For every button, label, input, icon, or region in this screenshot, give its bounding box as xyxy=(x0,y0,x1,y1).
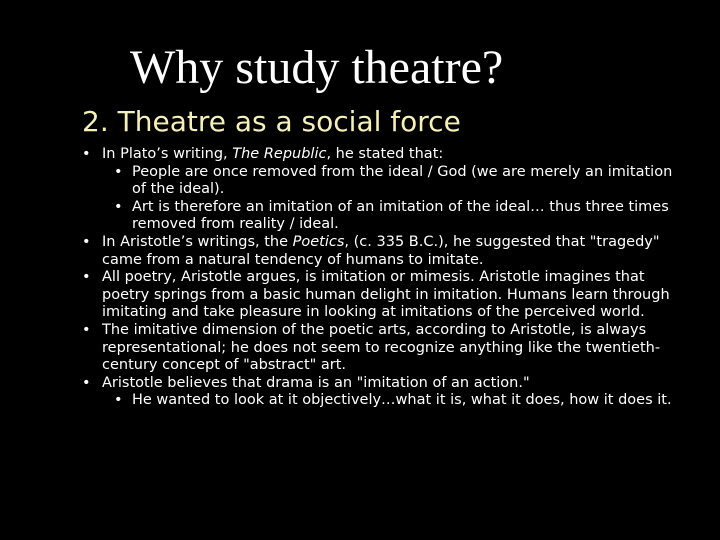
sub-bullet-item-objectively xyxy=(110,392,682,410)
bullet-text: Art is therefore an imitation of an imitation of the ideal… thus three times removed from reality / ideal. xyxy=(132,198,669,233)
slide-subtitle: 2. Theatre as a social force xyxy=(82,105,461,138)
bullet-text-before: In Plato’s writing, xyxy=(102,146,233,162)
work-title-republic: The Republic xyxy=(232,146,327,162)
slide-title: Why study theatre? xyxy=(130,41,504,94)
bullet-item-aristotle-poetics xyxy=(82,234,682,269)
bullet-text: People are once removed from the ideal / God (we are merely an imitation of the ideal). xyxy=(132,163,673,198)
bullet-text: Aristotle believes that drama is an "imitation of an action." xyxy=(102,374,530,391)
bullet-list xyxy=(82,146,682,410)
bullet-text: All poetry, Aristotle argues, is imitation or mimesis. Aristotle imagines that poetry springs from a basic human delight in imitation. Humans learn through imitating and take pleasure in looking at imitations of the perceived world. xyxy=(102,269,670,321)
sub-bullet-item-removed xyxy=(110,164,682,199)
bullet-item-imitation-of-action xyxy=(82,375,682,393)
bullet-text-after: , (c. 335 B.C.), he suggested that "tragedy" came from a natural tendency of humans to imitate. xyxy=(102,233,660,268)
bullet-icon: • xyxy=(114,163,123,180)
bullet-text: The imitative dimension of the poetic arts, according to Aristotle, is always representational; he does not seem to recognize anything like the twentieth-century concept of "abstract" art. xyxy=(102,321,661,374)
bullet-icon: • xyxy=(82,269,91,286)
bullet-icon: • xyxy=(82,374,91,391)
sub-bullet-item-imitation xyxy=(110,199,682,234)
bullet-icon: • xyxy=(114,198,123,215)
bullet-icon: • xyxy=(82,321,91,338)
work-title-poetics: Poetics xyxy=(292,233,345,250)
bullet-icon: • xyxy=(114,392,123,409)
bullet-item-mimesis xyxy=(82,269,682,322)
bullet-text-before: In Aristotle’s writings, the xyxy=(102,233,293,250)
bullet-icon: • xyxy=(82,146,91,162)
bullet-icon: • xyxy=(82,233,91,250)
bullet-text: He wanted to look at it objectively…what it is, what it does, how it does it. xyxy=(132,392,672,409)
bullet-item-plato xyxy=(82,146,682,164)
bullet-item-representational xyxy=(82,322,682,375)
bullet-text-after: , he stated that: xyxy=(326,146,444,162)
